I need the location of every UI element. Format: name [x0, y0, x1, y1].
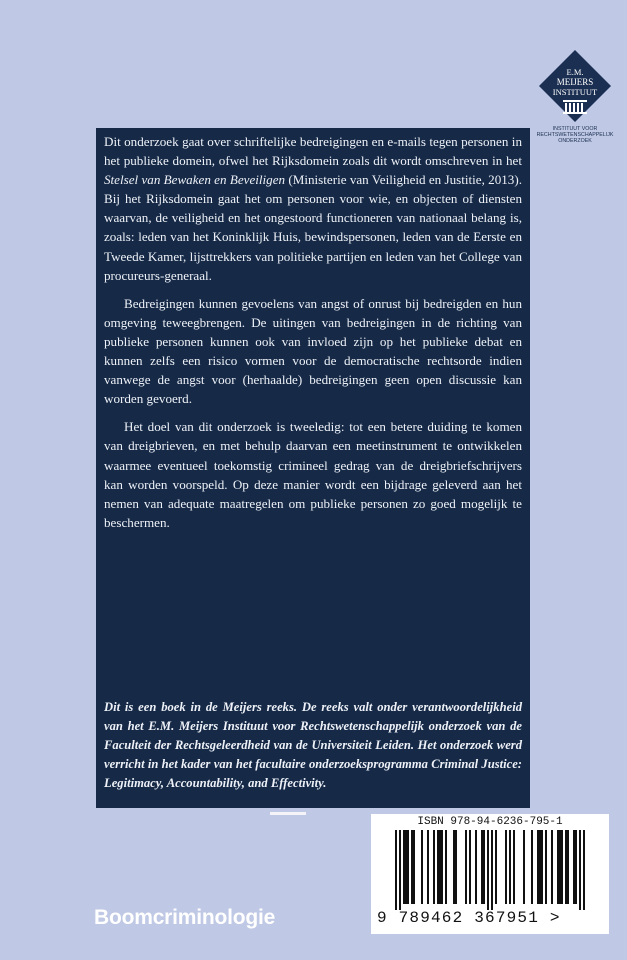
barcode-bar — [495, 830, 497, 904]
barcode-bar — [395, 830, 397, 910]
barcode-bar — [399, 830, 401, 910]
description-p1-end: (Ministerie van Veiligheid en Justitie, 2013). Bij het Rijksdomein gaat het om personen voor wie, en objecten of diensten waarvan, de veiligheid en het ongestoord functioneren van nationaal belang is, zoals: leden van het Koninklijk Huis, bewindspersonen, leden van de Eerste en Tweede Kamer, lijsttrekkers van politieke partijen en leden van het College van procureurs-generaal. — [104, 172, 522, 283]
barcode-bar — [487, 830, 489, 910]
publisher-name: Boomcriminologie — [94, 906, 276, 929]
logo-caption2: RECHTSWETENSCHAPPELIJK — [536, 132, 614, 138]
barcode-bar — [559, 830, 561, 904]
barcode-bar — [441, 830, 443, 904]
decorative-rule — [270, 812, 306, 815]
isbn-barcode — [371, 814, 609, 934]
description-paragraph-2: Bedreigingen kunnen gevoelens van angst of onrust bij bedreigden en hun omgeving teweegbrengen. De uitingen van bedreigingen in de richting van publieke personen kunnen ook van invloed zijn op het publieke debat en kunnen zelfs een risico vormen voor de democratische rechtsorde indien vanwege de angst voor (herhaalde) bedreigingen geen open discussie kan worden gevoerd. — [104, 295, 522, 407]
description-paragraph-3: Het doel van dit onderzoek is tweeledig: tot een betere duiding te komen van dreigbrieven, en met behulp daarvan een meetinstrument te ontwikkelen waarmee eventueel toekomstig crimineel gedrag van de dreigbriefschrijvers kan worden voorspeld. Op deze manier wordt een bijdrage geleverd aan het nemen van adequate maatregelen om publieke personen zo goed mogelijk te beschermen. — [104, 419, 522, 530]
description-p1-emphasis: Stelsel van Bewaken en Beveiligen — [104, 172, 286, 188]
description-p1-start: Dit onderzoek gaat over schriftelijke bedreigingen en e-mails tegen personen in het publieke domein, ofwel het Rijksdomein zoals dit wordt omschreven in het — [104, 134, 522, 169]
barcode-bar — [561, 830, 563, 904]
barcode-bar — [481, 830, 483, 904]
barcode-bar — [523, 830, 525, 904]
barcode-bar — [439, 830, 441, 904]
barcode-bar — [539, 830, 541, 904]
barcode-bar — [531, 830, 533, 904]
barcode-bar — [411, 830, 413, 904]
barcode-bar — [407, 830, 409, 904]
logo-emblem — [535, 48, 615, 144]
barcode-bar — [465, 830, 467, 904]
barcode-bar — [403, 830, 405, 904]
book-description — [104, 132, 522, 541]
barcode-bar — [437, 830, 439, 904]
description-paragraph-1 — [104, 132, 522, 285]
series-note: Dit is een boek in de Meijers reeks. De reeks valt onder verantwoordelijkheid van het E.M. Meijers Instituut voor Rechtswetenschappelijk onderzoek van de Faculteit der Rechtsgeleerdheid van de Universiteit Leiden. Het onderzoek werd verricht in het kader van het facultaire onderzoeksprogramma Criminal Justice: Legitimacy, Accountability, and Effectivity. — [104, 700, 522, 790]
barcode-bar — [469, 830, 471, 904]
barcode-bar — [505, 830, 507, 904]
barcode-bar — [509, 830, 511, 904]
logo-line3: INSTITUUT — [552, 87, 598, 97]
barcode-bar — [545, 830, 547, 904]
barcode-bar — [537, 830, 539, 904]
barcode-bar — [405, 830, 407, 904]
barcode-bar — [551, 830, 553, 904]
ean-digits: 9 789462 367951 > — [377, 909, 561, 927]
barcode-bar — [583, 830, 585, 910]
barcode-bar — [455, 830, 457, 904]
barcode-bar — [433, 830, 435, 904]
barcode-bar — [427, 830, 429, 904]
logo-caption3: ONDERZOEK — [558, 138, 592, 144]
logo-line2: MEIJERS — [556, 77, 594, 87]
barcode-bar — [575, 830, 577, 904]
logo-caption1: INSTITUUT VOOR — [552, 126, 598, 132]
meijers-instituut-logo — [535, 48, 615, 144]
barcode-bar — [421, 830, 423, 904]
barcode-bar — [541, 830, 543, 904]
barcode-bar — [579, 830, 581, 910]
barcode-bar — [565, 830, 567, 904]
barcode-bar — [491, 830, 493, 910]
logo-line1: E.M. — [566, 67, 584, 77]
barcode-bar — [483, 830, 485, 904]
barcode-bar — [567, 830, 569, 904]
barcode-bar — [475, 830, 477, 904]
isbn-label: ISBN 978-94-6236-795-1 — [417, 816, 563, 828]
barcode-bar — [413, 830, 415, 904]
barcode-bar — [453, 830, 455, 904]
barcode-bar — [573, 830, 575, 904]
barcode-bar — [445, 830, 447, 904]
barcode-bar — [513, 830, 515, 904]
barcode-bars — [379, 830, 601, 912]
barcode-bar — [557, 830, 559, 904]
